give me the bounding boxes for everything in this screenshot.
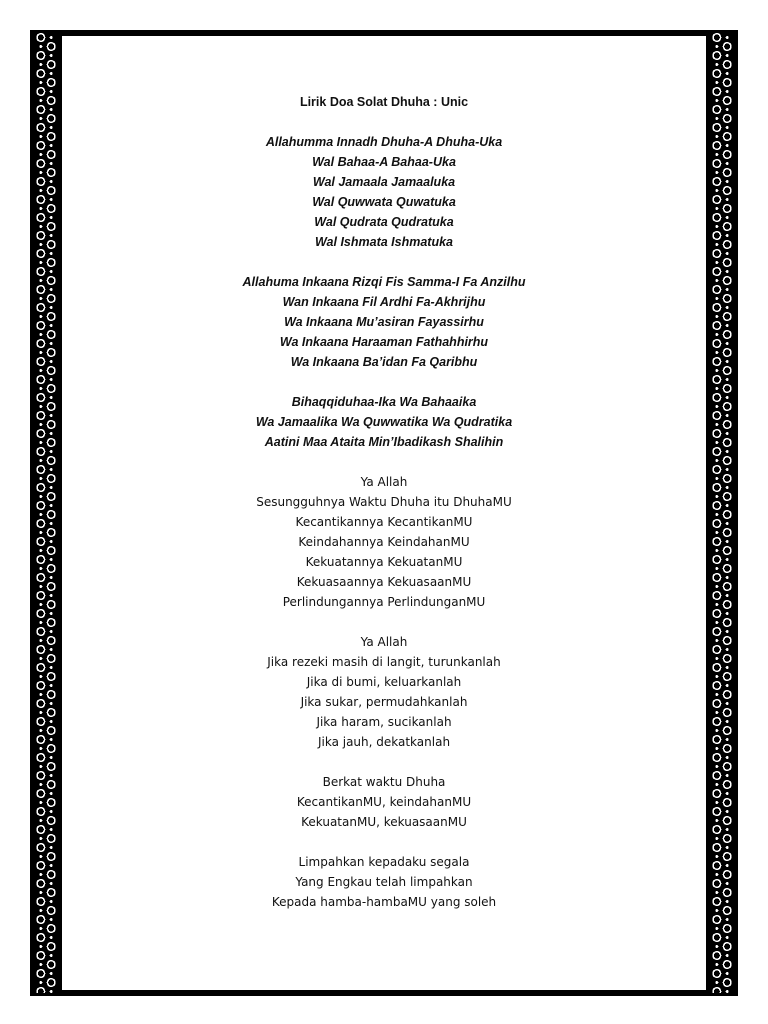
lyric-line: KekuatanMU, kekuasaanMU (301, 815, 467, 829)
lyric-line: Berkat waktu Dhuha (322, 775, 446, 789)
stanza-7 (62, 852, 706, 912)
lyric-line: Jika jauh, dekatkanlah (317, 735, 451, 749)
decorative-border-frame (30, 30, 738, 996)
lyric-line: Ya Allah (360, 635, 408, 649)
content-area (62, 36, 706, 990)
lyric-line: Wa Inkaana Haraaman Fathahhirhu (279, 335, 489, 349)
left-ornament-border (33, 33, 59, 993)
lyric-line: Yang Engkau telah limpahkan (295, 875, 473, 889)
lyric-line: Wa Inkaana Mu’asiran Fayassirhu (284, 315, 484, 329)
stanza-4 (62, 472, 706, 612)
lyric-line: Wal Ishmata Ishmatuka (314, 235, 453, 249)
lyric-line: Wa Inkaana Ba’idan Fa Qaribhu (290, 355, 478, 369)
lyric-line: Kekuasaannya KekuasaanMU (296, 575, 472, 589)
stanza-2 (62, 272, 706, 372)
lyric-line: Ya Allah (360, 475, 408, 489)
lyric-line: Wal Quwwata Quwatuka (312, 195, 456, 209)
lyric-line: Sesungguhnya Waktu Dhuha itu DhuhaMU (256, 495, 512, 509)
lyrics-body (62, 92, 706, 912)
stanza-5 (62, 632, 706, 752)
lyric-line: Kecantikannya KecantikanMU (295, 515, 473, 529)
lyric-line: Allahumma Innadh Dhuha-A Dhuha-Uka (265, 135, 503, 149)
lyric-line: Jika rezeki masih di langit, turunkanlah (267, 655, 501, 669)
stanza-3 (62, 392, 706, 452)
lyric-line: Kekuatannya KekuatanMU (305, 555, 463, 569)
lyric-line: Wa Jamaalika Wa Quwwatika Wa Qudratika (255, 415, 513, 429)
lyric-line: Kepada hamba-hambaMU yang soleh (271, 895, 497, 909)
lyric-line: Wal Qudrata Qudratuka (314, 215, 454, 229)
lyric-line: Wan Inkaana Fil Ardhi Fa-Akhrijhu (282, 295, 486, 309)
lyric-line: Allahuma Inkaana Rizqi Fis Samma-I Fa Anzilhu (242, 275, 526, 289)
lyric-line: Limpahkan kepadaku segala (298, 855, 470, 869)
lyric-line: Jika sukar, permudahkanlah (300, 695, 468, 709)
lyric-line: Jika haram, sucikanlah (316, 715, 452, 729)
lyric-line: Perlindungannya PerlindunganMU (282, 595, 486, 609)
stanza-1 (62, 132, 706, 252)
lyric-line: Keindahannya KeindahanMU (298, 535, 470, 549)
lyric-line: Bihaqqiduhaa-Ika Wa Bahaaika (291, 395, 477, 409)
stanza-6 (62, 772, 706, 832)
lyric-line: Wal Bahaa-A Bahaa-Uka (312, 155, 456, 169)
lyric-line: Wal Jamaala Jamaaluka (312, 175, 456, 189)
right-ornament-border (709, 33, 735, 993)
lyric-line: Jika di bumi, keluarkanlah (306, 675, 462, 689)
document-title: Lirik Doa Solat Dhuha : Unic (299, 95, 469, 109)
lyric-line: Aatini Maa Ataita Min’Ibadikash Shalihin (264, 435, 504, 449)
lyric-line: KecantikanMU, keindahanMU (296, 795, 472, 809)
